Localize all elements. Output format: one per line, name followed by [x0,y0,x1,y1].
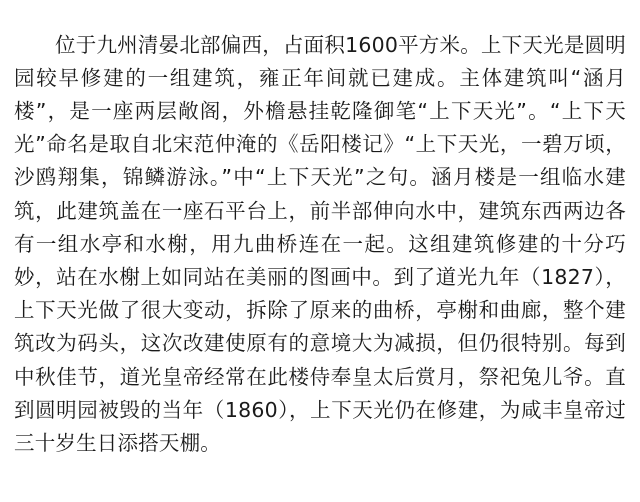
article-body-text: 位于九州清晏北部偏西，占面积1600平方米。上下天光是圆明园较早修建的一组建筑，雍正年间就已建成。主体建筑叫“涵月楼”，是一座两层敞阁，外檐悬挂乾隆御笔“上下天光”。“上下天光”命名是取自北宋范仲淹的《岳阳楼记》“上下天光，一碧万顷，沙鸥翔集，锦鳞游泳。”中“上下天光”之句。涵月楼是一组临水建筑，此建筑盖在一座石平台上，前半部伸向水中，建筑东西两边各有一组水亭和水榭，用九曲桥连在一起。这组建筑修建的十分巧妙，站在水榭上如同站在美丽的图画中。到了道光九年（1827），上下天光做了很大变动，拆除了原来的曲桥，亭榭和曲廊，整个建筑改为码头，这次改建使原有的意境大为减损，但仍很特别。每到中秋佳节，道光皇帝经常在此楼侍奉皇太后赏月，祭祀兔儿爷。直到圆明园被毁的当年（1860），上下天光仍在修建，为咸丰皇帝过三十岁生日添搭天棚。 [14,32,626,455]
